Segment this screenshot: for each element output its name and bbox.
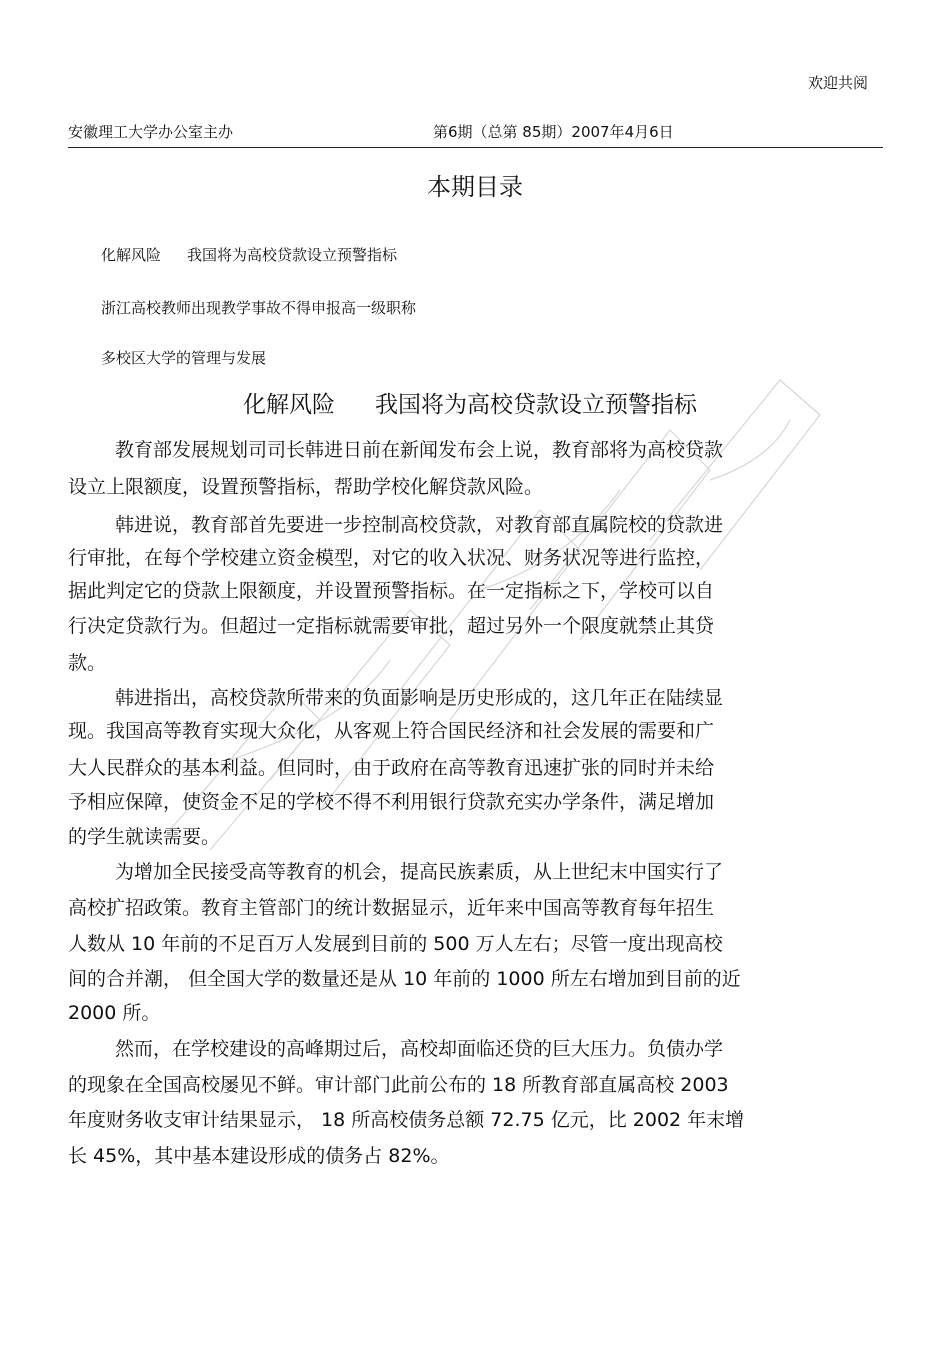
article-title <box>0 386 940 419</box>
article-line: 大人民群众的基本利益。但同时，由于政府在高等教育迅速扩张的同时并未给 <box>68 757 715 779</box>
toc-title: 本期目录 <box>427 173 523 201</box>
article-line: 的学生就读需要。 <box>68 826 221 848</box>
publisher-label: 安徽理工大学办公室主办 <box>68 123 234 141</box>
toc-item-prefix: 化解风险 <box>101 246 162 264</box>
article-title-prefix: 化解风险 <box>243 392 335 418</box>
article-line: 间的合并潮， 但全国大学的数量还是从 10 年前的 1000 所左右增加到目前的近 <box>68 968 741 990</box>
article-line: 予相应保障，使资金不足的学校不得不利用银行贷款充实办学条件，满足增加 <box>68 791 715 813</box>
article-line: 款。 <box>68 652 107 674</box>
toc-item <box>101 297 416 318</box>
article-line: 设立上限额度，设置预警指标，帮助学校化解贷款风险。 <box>68 476 544 498</box>
toc-item <box>101 347 266 368</box>
article-line: 长 45%，其中基本建设形成的债务占 82%。 <box>68 1145 450 1167</box>
article-line: 行决定贷款行为。但超过一定指标就需要审批，超过另外一个限度就禁止其贷 <box>68 615 715 637</box>
article-line: 年度财务收支审计结果显示， 18 所高校债务总额 72.75 亿元，比 2002 年末增 <box>68 1109 745 1131</box>
toc-item-text: 我国将为高校贷款设立预警指标 <box>187 246 398 264</box>
article-line: 现。我国高等教育实现大众化，从客观上符合国民经济和社会发展的需要和广 <box>68 720 715 742</box>
article-line: 教育部发展规划司司长韩进日前在新闻发布会上说，教育部将为高校贷款 <box>115 439 724 461</box>
article-line: 的现象在全国高校屡见不鲜。审计部门此前公布的 18 所教育部直属高校 2003 <box>68 1074 729 1096</box>
article-line: 韩进指出，高校贷款所带来的负面影响是历史形成的，这几年正在陆续显 <box>115 687 724 709</box>
article-line: 据此判定它的贷款上限额度，并设置预警指标。在一定指标之下，学校可以自 <box>68 580 715 602</box>
article-line: 2000 所。 <box>68 1002 161 1024</box>
article-line: 行审批，在每个学校建立资金模型，对它的收入状况、财务状况等进行监控， <box>68 547 715 569</box>
article-line: 人数从 10 年前的不足百万人发展到目前的 500 万人左右；尽管一度出现高校 <box>68 933 723 955</box>
article-line: 为增加全民接受高等教育的机会，提高民族素质，从上世纪末中国实行了 <box>115 861 724 883</box>
article-line: 然而，在学校建设的高峰期过后，高校却面临还贷的巨大压力。负债办学 <box>115 1038 724 1060</box>
issue-label: 第6期（总第 85期）2007年4月6日 <box>433 123 674 141</box>
toc-item-text: 浙江高校教师出现教学事故不得申报高一级职称 <box>101 299 417 317</box>
article-title-text: 我国将为高校贷款设立预警指标 <box>375 392 697 418</box>
toc-item-text: 多校区大学的管理与发展 <box>101 349 267 367</box>
article-line: 韩进说，教育部首先要进一步控制高校贷款，对教育部直属院校的贷款进 <box>115 514 724 536</box>
header-divider <box>68 147 883 148</box>
corner-note: 欢迎共阅 <box>808 74 869 92</box>
article-line: 高校扩招政策。教育主管部门的统计数据显示，近年来中国高等教育每年招生 <box>68 897 715 919</box>
toc-item <box>101 244 397 265</box>
